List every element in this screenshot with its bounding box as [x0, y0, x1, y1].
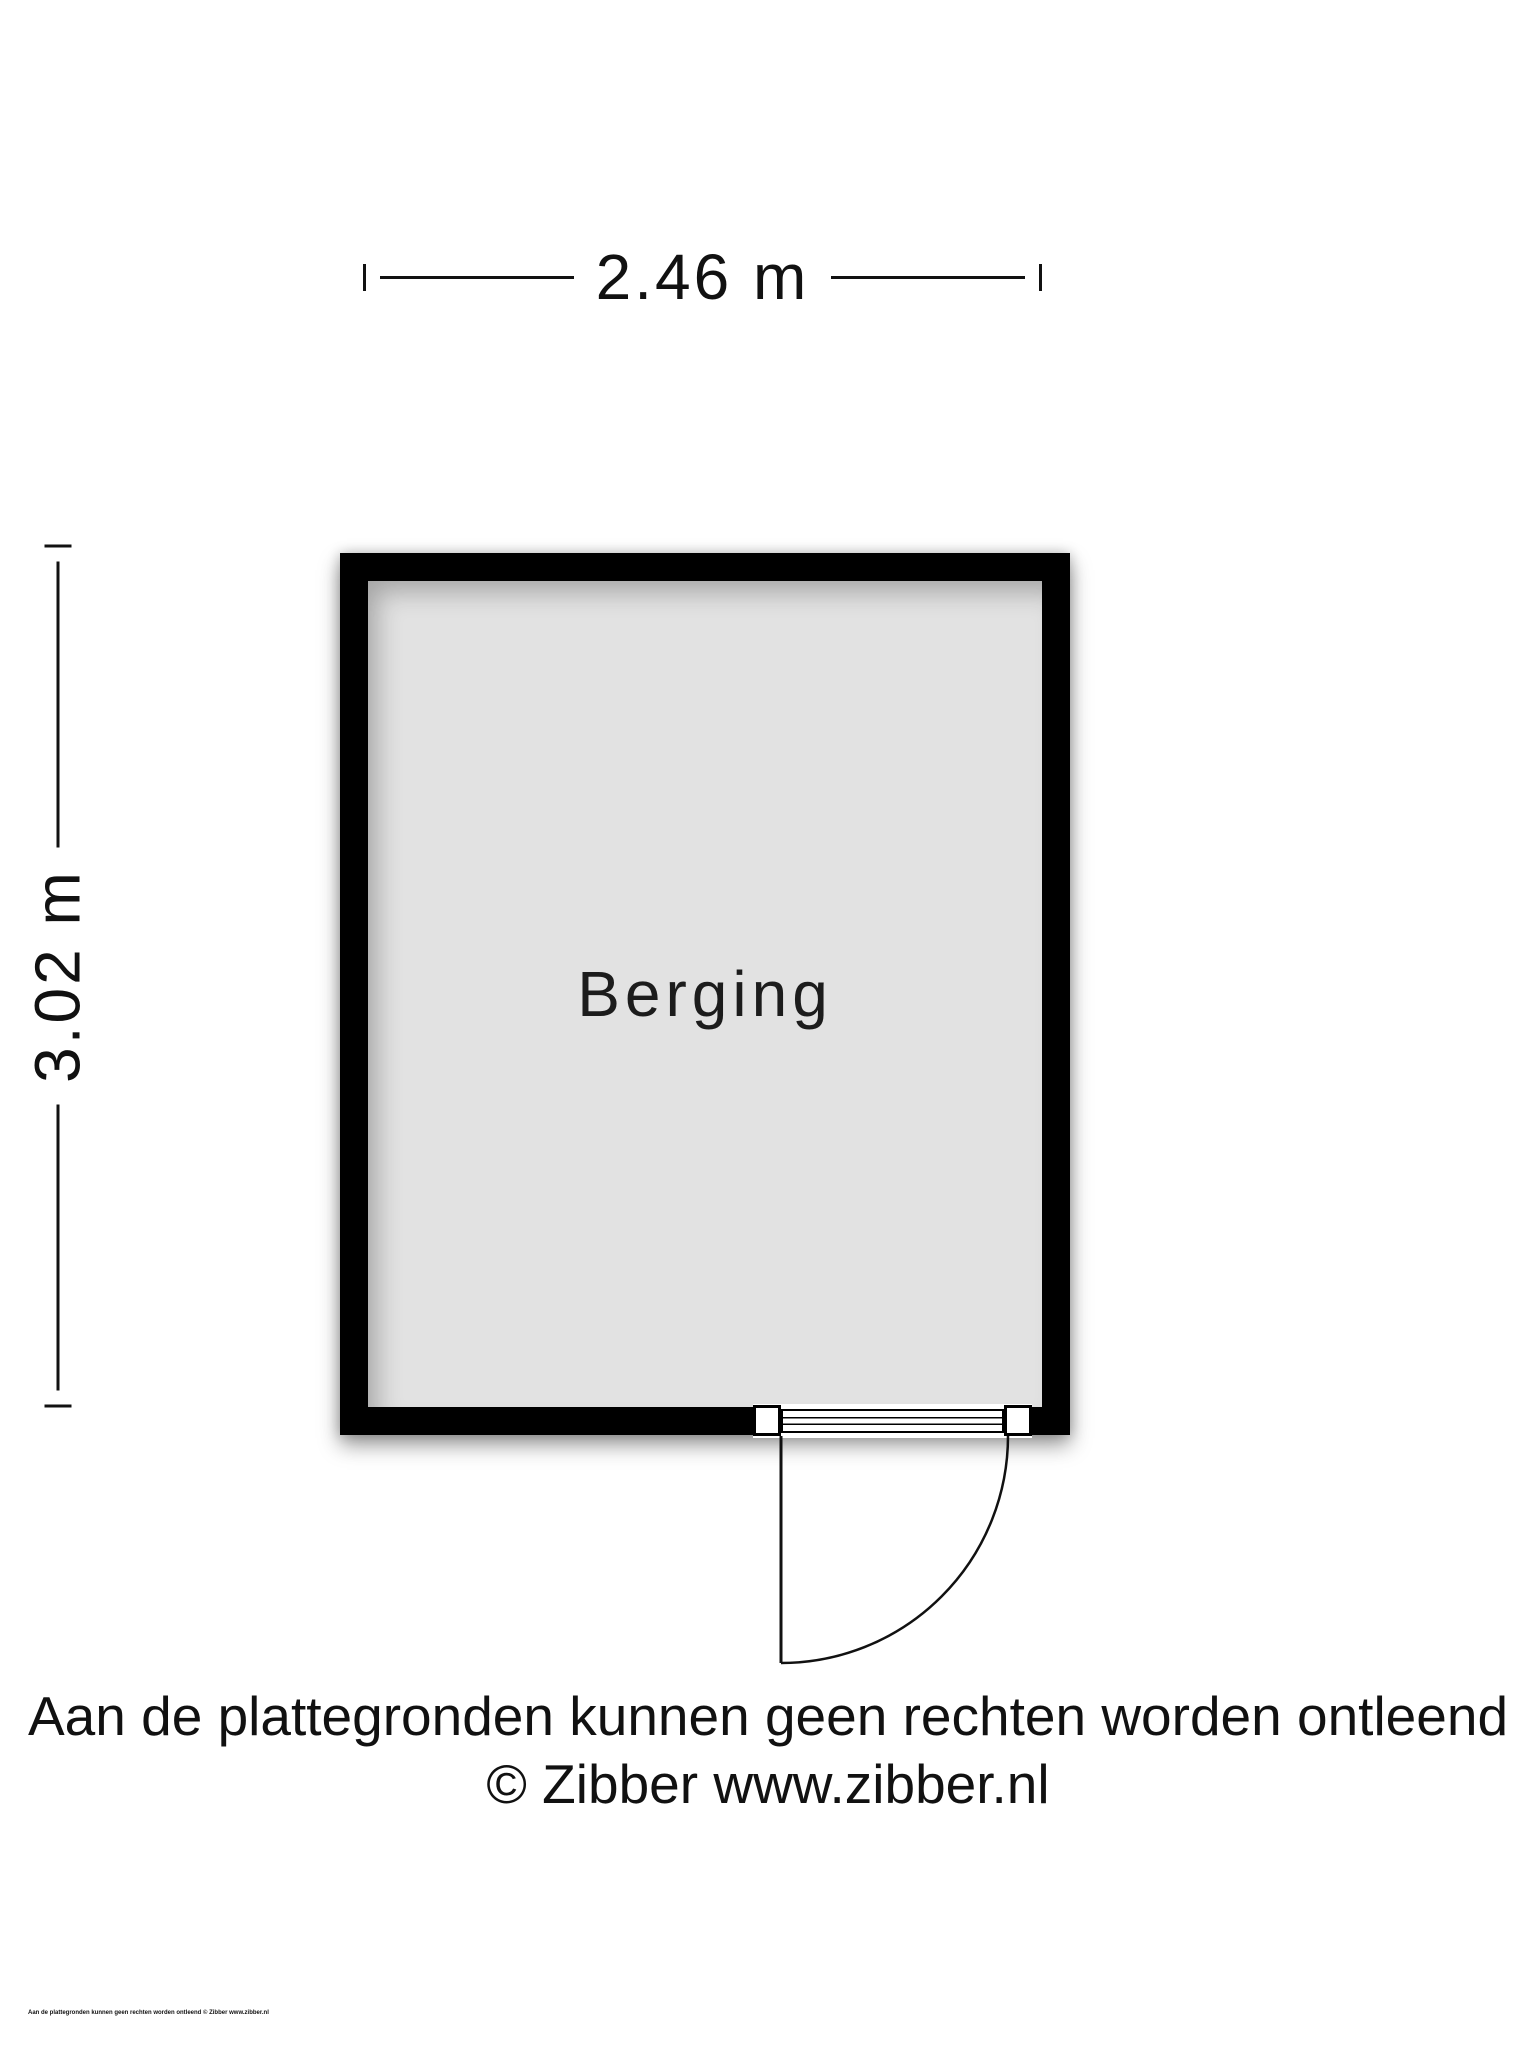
dimension-height-line-upper [56, 562, 59, 848]
disclaimer-line1: Aan de plattegronden kunnen geen rechten worden ontleend [27, 1685, 1509, 1747]
dimension-width-label: 2.46 m [595, 241, 810, 313]
dimension-height-top-tick [44, 545, 71, 548]
dimension-width-right-tick [1039, 264, 1042, 291]
dimension-height-line-lower [56, 1105, 59, 1391]
door-threshold [781, 1409, 1004, 1433]
dimension-width [363, 242, 1042, 312]
dimension-height-label: 3.02 m [21, 869, 94, 1083]
dimension-height [23, 545, 93, 1408]
dimension-width-left-tick [363, 264, 366, 291]
door-jamb-right [1004, 1405, 1032, 1436]
door-jamb-left [753, 1405, 781, 1436]
disclaimer-line2: © Zibber www.zibber.nl [486, 1753, 1050, 1815]
dimension-height-bottom-tick [44, 1405, 71, 1408]
dimension-width-line-right [831, 276, 1025, 279]
dimension-width-line-left [380, 276, 574, 279]
room-berging [340, 553, 1070, 1435]
footer-copyright: Aan de plattegronden kunnen geen rechten worden ontleend © Zibber www.zibber.nl [28, 2010, 269, 2016]
room-label: Berging [577, 958, 833, 1030]
